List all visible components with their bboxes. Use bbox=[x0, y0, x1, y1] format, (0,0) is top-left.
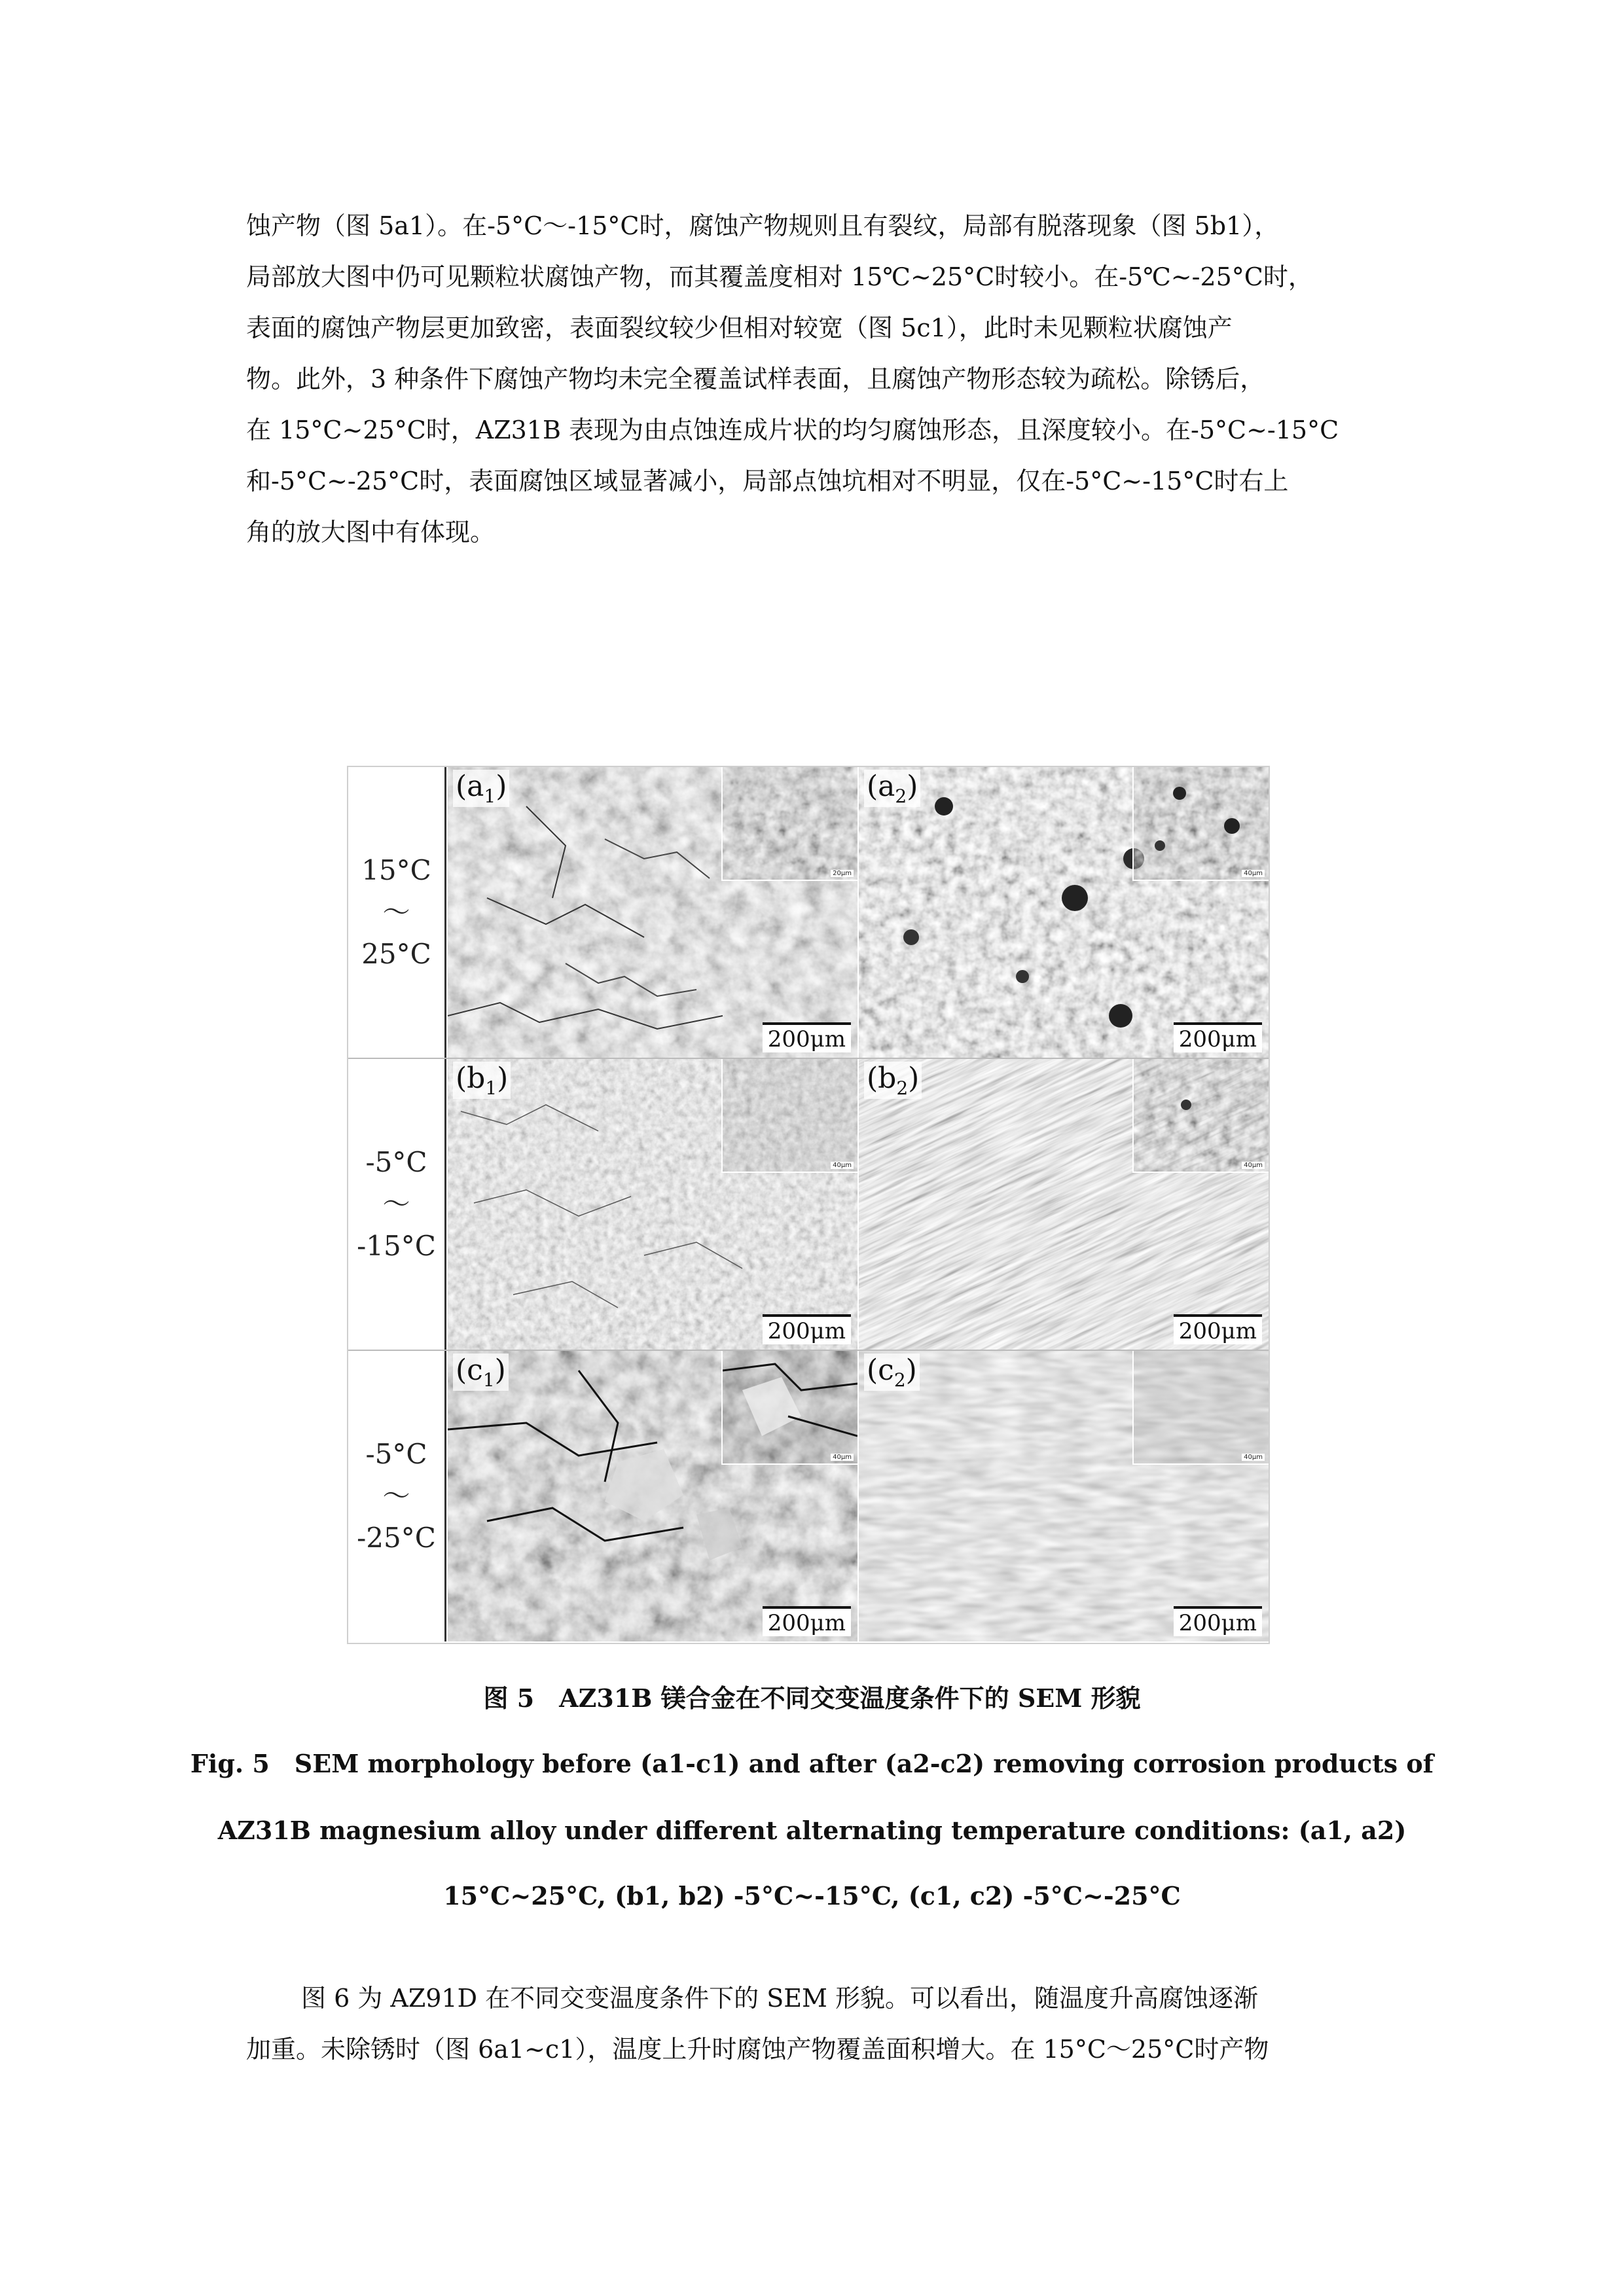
figure-caption-en-line1: Fig. 5 SEM morphology before (a1-c1) and after (a2-c2) removing corrosion products of bbox=[190, 1749, 1434, 1778]
panel-label: $(b_1)$ bbox=[453, 1062, 511, 1099]
temp-end: -15°C bbox=[357, 1230, 436, 1262]
text-line: 局部放大图中仍可见颗粒状腐蚀产物，而其覆盖度相对 15℃~25°C时较小。在-5℃~-25°C时， bbox=[246, 262, 1313, 291]
text-line: 蚀产物（图 5a1）。在-5°C～-15°C时，腐蚀产物规则且有裂纹，局部有脱落现象（图 5b1）， bbox=[246, 211, 1280, 240]
temp-start: -5°C bbox=[365, 1146, 427, 1178]
figure-caption-en-line3: 15°C~25°C, (b1, b2) -5°C~-15°C, (c1, c2) -5°C~-25°C bbox=[443, 1881, 1181, 1910]
figure-row-c bbox=[348, 1351, 1269, 1641]
scale-bar: 200μm bbox=[763, 1022, 851, 1052]
figure-caption-en-line2: AZ31B magnesium alloy under different alternating temperature conditions: (a1, a2) bbox=[217, 1816, 1407, 1845]
inset-scale-bar: 20μm bbox=[831, 870, 854, 877]
text-line: 在 15°C~25°C时，AZ31B 表现为由点蚀连成片状的均匀腐蚀形态，且深度较小。在-5°C~-15°C bbox=[246, 416, 1339, 444]
inset-scale-bar: 40μm bbox=[1242, 870, 1265, 877]
inset-zoom bbox=[1132, 767, 1269, 881]
text-line: 物。此外，3 种条件下腐蚀产物均未完全覆盖试样表面，且腐蚀产物形态较为疏松。除锈后， bbox=[246, 365, 1265, 393]
inset-scale-bar: 40μm bbox=[1242, 1162, 1265, 1169]
inset-scale-bar: 40μm bbox=[1242, 1454, 1265, 1461]
temp-end: -25°C bbox=[357, 1522, 436, 1554]
panel-label: $(a_2)$ bbox=[864, 770, 920, 807]
row-label bbox=[348, 1059, 446, 1350]
inset-zoom bbox=[721, 1351, 857, 1465]
scale-bar: 200μm bbox=[1174, 1314, 1262, 1344]
scale-bar: 200μm bbox=[1174, 1606, 1262, 1636]
row-label bbox=[348, 1351, 446, 1641]
figure-row-b bbox=[348, 1059, 1269, 1350]
scale-bar: 200μm bbox=[1174, 1022, 1262, 1052]
temp-tilde: ～ bbox=[382, 1480, 410, 1512]
sem-panel-a2 bbox=[859, 767, 1269, 1058]
temp-tilde: ～ bbox=[382, 1188, 410, 1220]
inset-zoom bbox=[721, 767, 857, 881]
temp-tilde: ～ bbox=[382, 896, 410, 928]
text-line: 表面的腐蚀产物层更加致密，表面裂纹较少但相对较宽（图 5c1），此时未见颗粒状腐蚀产 bbox=[246, 314, 1233, 342]
temp-start: -5°C bbox=[365, 1438, 427, 1470]
text-line: 角的放大图中有体现。 bbox=[246, 518, 496, 547]
scale-bar: 200μm bbox=[763, 1606, 851, 1636]
inset-zoom bbox=[1132, 1059, 1269, 1173]
row-label bbox=[348, 767, 446, 1058]
sem-panel-c2 bbox=[859, 1351, 1269, 1641]
figure-row-a bbox=[348, 767, 1269, 1058]
text-line: 图 6 为 AZ91D 在不同交变温度条件下的 SEM 形貌。可以看出，随温度升高腐蚀逐渐 bbox=[301, 1984, 1259, 2013]
inset-scale-bar: 40μm bbox=[831, 1454, 854, 1461]
figure-caption-cn: 图 5 AZ31B 镁合金在不同交变温度条件下的 SEM 形貌 bbox=[483, 1683, 1141, 1713]
sem-panel-b2 bbox=[859, 1059, 1269, 1350]
panel-label: $(a_1)$ bbox=[453, 770, 509, 807]
body-paragraph-1 bbox=[246, 200, 1379, 558]
inset-zoom bbox=[1132, 1351, 1269, 1465]
panel-label: $(b_2)$ bbox=[864, 1062, 922, 1099]
sem-panel-c1 bbox=[448, 1351, 857, 1641]
text-line: 和-5°C~-25°C时，表面腐蚀区域显著减小，局部点蚀坑相对不明显，仅在-5°C~-15°C时右上 bbox=[246, 467, 1289, 495]
temp-start: 15°C bbox=[361, 854, 431, 886]
scale-bar: 200μm bbox=[763, 1314, 851, 1344]
inset-scale-bar: 40μm bbox=[831, 1162, 854, 1169]
inset-zoom bbox=[721, 1059, 857, 1173]
body-paragraph-2 bbox=[246, 1973, 1379, 2075]
text-line: 加重。未除锈时（图 6a1~c1），温度上升时腐蚀产物覆盖面积增大。在 15°C～25°C时产物 bbox=[246, 2035, 1269, 2064]
sem-panel-b1 bbox=[448, 1059, 857, 1350]
sem-panel-a1 bbox=[448, 767, 857, 1058]
panel-label: $(c_1)$ bbox=[453, 1354, 509, 1391]
panel-label: $(c_2)$ bbox=[864, 1354, 920, 1391]
temp-end: 25°C bbox=[361, 938, 431, 970]
sem-figure bbox=[347, 766, 1270, 1644]
